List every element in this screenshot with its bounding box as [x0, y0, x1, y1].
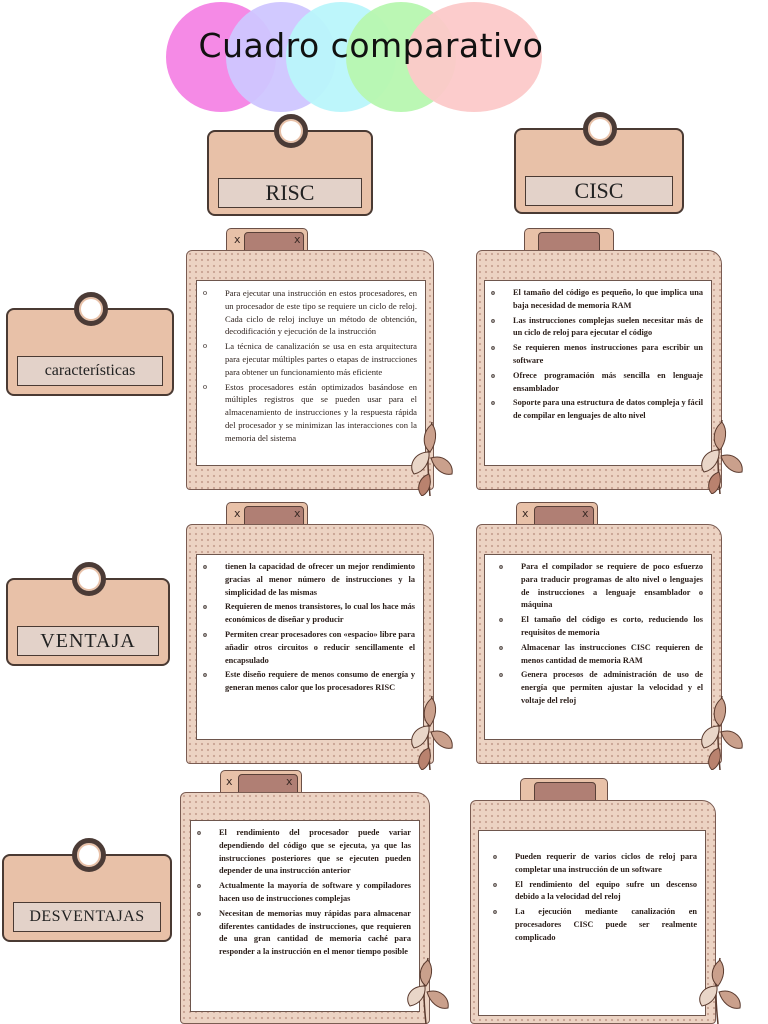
- list-item: o El rendimiento del equipo sufre un descenso debido a la velocidad del reloj: [487, 879, 697, 905]
- list-item: o Actualmente la mayoría de software y compiladores hacen uso de instrucciones complejas: [191, 880, 411, 906]
- list-item: o Soporte para una estructura de datos compleja y fácil de compilar en lenguajes de alto nivel: [485, 397, 703, 423]
- list-item: o Requieren de menos transistores, lo cual los hace más económicos de diseñar y producir: [197, 601, 415, 627]
- list-item: o La ejecución mediante canalización en procesadores CISC puede ser realmente complicado: [487, 906, 697, 944]
- list-item: o Genera procesos de administración de uso de energía que permiten ajustar la velocidad y el voltaje del reloj: [493, 669, 703, 707]
- folder-risc-ventaja: [186, 502, 434, 764]
- list-item: o Para ejecutar una instrucción en estos procesadores, en un procesador de este tipo se requiere un ciclo de reloj. Cada ciclo de reloj incluye un método de obtención, decodificación y ejecución de la instrucción: [197, 287, 417, 338]
- folder-cisc-ventaja: [476, 502, 722, 764]
- ring-hole-icon: [72, 562, 106, 596]
- folder-mark: x: [522, 507, 529, 520]
- cell-cisc-ventaja: [484, 554, 712, 740]
- leaf-decoration-icon: [402, 686, 458, 770]
- folder-cisc-desventajas: [470, 778, 716, 1024]
- list-item: o Las instrucciones complejas suelen necesitar más de un ciclo de reloj para ejecutar el código: [485, 315, 703, 341]
- folder-mark: x: [234, 233, 241, 246]
- ring-hole-icon: [583, 112, 617, 146]
- list-item: o Ofrece programación más sencilla en lenguaje ensamblador: [485, 370, 703, 396]
- list-item: o El rendimiento del procesador puede variar dependiendo del código que se ejecuta, ya que las instrucciones posteriores que se ejecuten pueden depender de una instrucción anterior: [191, 827, 411, 878]
- column-header-cisc: [514, 128, 684, 214]
- leaf-decoration-icon: [692, 410, 748, 494]
- folder-risc-desventajas: [180, 770, 430, 1024]
- cell-list: [197, 561, 415, 695]
- row-label-desventajas: DESVENTAJAS: [13, 902, 161, 932]
- row-header-caracteristicas: [6, 308, 174, 396]
- cell-list: [493, 561, 703, 708]
- cell-list: [485, 287, 703, 423]
- leaf-decoration-icon: [690, 950, 746, 1024]
- cell-risc-caracteristicas: [196, 280, 426, 466]
- folder-mark: x: [286, 775, 293, 788]
- list-item: o Se requieren menos instrucciones para escribir un software: [485, 342, 703, 368]
- row-label-ventaja: VENTAJA: [17, 626, 159, 656]
- page-title: Cuadro comparativo: [198, 26, 544, 65]
- column-label-risc: RISC: [218, 178, 362, 208]
- folder-mark: x: [294, 507, 301, 520]
- title-header: [166, 0, 576, 112]
- ring-hole-icon: [274, 114, 308, 148]
- leaf-decoration-icon: [402, 412, 458, 496]
- cell-list: [191, 827, 411, 959]
- leaf-decoration-icon: [692, 686, 748, 770]
- list-item: o El tamaño del código es pequeño, lo que implica una baja necesidad de memoria RAM: [485, 287, 703, 313]
- folder-risc-caracteristicas: [186, 228, 434, 490]
- list-item: o tienen la capacidad de ofrecer un mejor rendimiento gracias al menor número de instrucciones y la simplicidad de las mismas: [197, 561, 415, 599]
- folder-tab-inner: [538, 232, 600, 252]
- list-item: o Este diseño requiere de menos consumo de energía y generan menos calor que los procesadores RISC: [197, 669, 415, 695]
- cell-risc-ventaja: [196, 554, 424, 740]
- cell-risc-desventajas: [190, 820, 420, 1012]
- column-label-cisc: CISC: [525, 176, 673, 206]
- ring-hole-icon: [74, 292, 108, 326]
- cell-cisc-desventajas: [478, 830, 706, 1016]
- cell-list: [197, 287, 417, 445]
- list-item: o Almacenar las instrucciones CISC requieren de menos cantidad de memoria RAM: [493, 642, 703, 668]
- list-item: o Permiten crear procesadores con «espacio» libre para añadir otros circuitos o reducir sencillamente el encapsulado: [197, 629, 415, 667]
- row-header-ventaja: [6, 578, 170, 666]
- row-header-desventajas: [2, 854, 172, 942]
- cell-list: [487, 851, 697, 945]
- folder-cisc-caracteristicas: [476, 228, 722, 490]
- list-item: o Pueden requerir de varios ciclos de reloj para completar una instrucción de un software: [487, 851, 697, 877]
- list-item: o El tamaño del código es corto, reduciendo los requisitos de memoria: [493, 614, 703, 640]
- list-item: o La técnica de canalización se usa en esta arquitectura para ejecutar múltiples partes o etapas de instrucciones para obtener un funcionamiento más eficiente: [197, 340, 417, 378]
- folder-mark: x: [234, 507, 241, 520]
- list-item: o Necesitan de memorias muy rápidas para almacenar diferentes cantidades de instrucciones, que requieren de una gran cantidad de memoria caché para responder a la instrucción en el menor tiempo posible: [191, 908, 411, 959]
- folder-mark: x: [582, 507, 589, 520]
- leaf-decoration-icon: [398, 950, 454, 1024]
- column-header-risc: [207, 130, 373, 216]
- list-item: o Para el compilador se requiere de poco esfuerzo para traducir programas de alto nivel o lenguajes de instrucciones a lenguaje ensamblador o máquina: [493, 561, 703, 612]
- cell-cisc-caracteristicas: [484, 280, 712, 466]
- folder-mark: x: [294, 233, 301, 246]
- folder-tab-inner: [534, 782, 596, 802]
- ring-hole-icon: [72, 838, 106, 872]
- list-item: o Estos procesadores están optimizados basándose en múltiples registros que se pueden usar para el almacenamiento de instrucciones y la respuesta rápida del procesador y se minimizan las interacciones con la memoria del sistema: [197, 381, 417, 445]
- folder-mark: x: [226, 775, 233, 788]
- row-label-caracteristicas: características: [17, 356, 163, 386]
